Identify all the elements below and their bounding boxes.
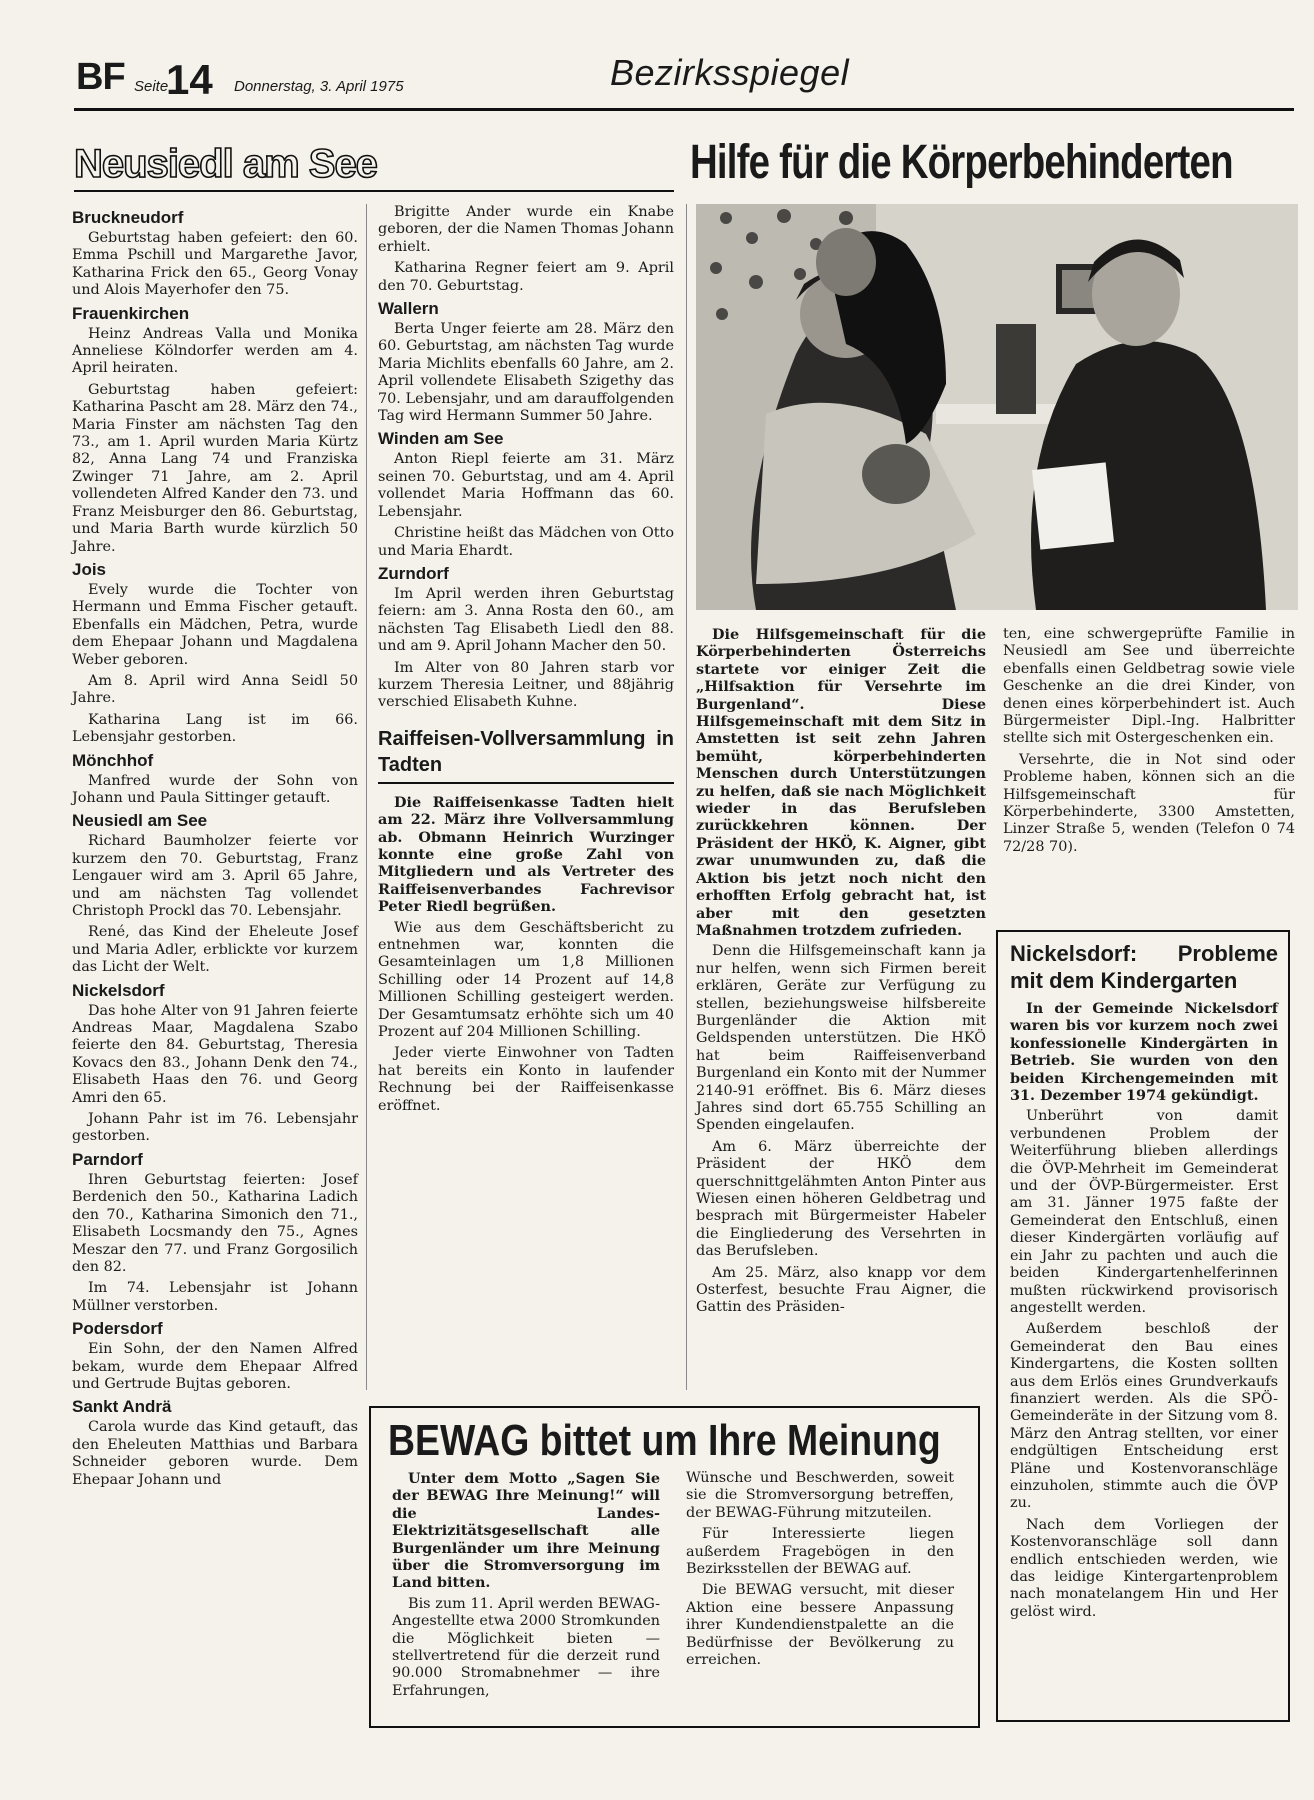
raiffeisen-paragraph-1: Wie aus dem Geschäftsbericht zu entnehmen war, konnten die Gesamteinlagen um 1,8 Millionen Schilling oder 14 Prozent auf 14,8 Millionen Schilling gesteigert werden. Der Gesamtumsatz erhöhte sich um 40 Prozent auf 204 Millionen Schilling. bbox=[378, 919, 674, 1041]
village-heading: Sankt Andrä bbox=[72, 1397, 172, 1417]
column-divider bbox=[686, 204, 687, 1390]
bewag-column-1 bbox=[392, 1470, 660, 1704]
district-title: Neusiedl am See bbox=[74, 142, 377, 186]
village-heading: Neusiedl am See bbox=[72, 811, 208, 831]
village-heading: Bruckneudorf bbox=[72, 208, 184, 227]
raiffeisen-paragraph-2: Jeder vierte Einwohner von Tadten hat bereits ein Konto in laufender Rechnung bei der Raiffeisenkasse eröffnet. bbox=[378, 1045, 674, 1114]
news-paragraph: Katharina Lang ist im 66. Lebensjahr gestorben. bbox=[72, 711, 358, 746]
news-paragraph: Im Alter von 80 Jahren starb vor kurzem Theresia Leitner, und 88jährig verschied Elisabeth Kuhne. bbox=[378, 659, 674, 711]
newspaper-logo: BF bbox=[76, 56, 125, 98]
news-column-2-items bbox=[378, 204, 674, 712]
news-paragraph: Im 74. Lebensjahr ist Johann Müllner verstorben. bbox=[72, 1280, 358, 1314]
bewag-paragraph-3: Für Interessierte liegen außerdem Fragebögen in den Bezirksstellen der BEWAG auf. bbox=[686, 1526, 954, 1578]
hilfe-paragraph-5: Versehrte, die in Not sind oder Probleme haben, können sich an die Hilfsgemeinschaft für Körperbehinderte, 3300 Amstetten, Linzer Straße 5, wenden (Telefon 0 74 72/28 70). bbox=[1003, 751, 1295, 855]
news-paragraph: Am 8. April wird Anna Seidl 50 Jahre. bbox=[72, 672, 358, 707]
raiffeisen-lead: Die Raiffeisenkasse Tadten hielt am 22. März ihre Vollversammlung ab. Obmann Heinrich Wurzinger konnte eine große Zahl von Mitgliedern und als Vertreter des Raiffeisenverbandes Fachrevisor Peter Riedl begrüßen. bbox=[378, 793, 674, 916]
nickelsdorf-paragraph-2: Außerdem beschloß der Gemeinderat den Bau eines Kindergartens, die Kosten sollten aus dem Erlös eines Grundverkaufs finanziert werden. Als die SPÖ-Gemeinderäte in der Sitzung vom 8. März den Antrag stellten, vor einer endgültigen Entscheidung erst Pläne und Kostenvoranschläge einzuholen, stimmte auch die ÖVP zu. bbox=[1010, 1321, 1278, 1512]
village-heading: Winden am See bbox=[378, 429, 504, 449]
news-paragraph: René, das Kind der Eheleute Josef und Maria Adler, erblickte vor kurzem das Licht der Welt. bbox=[72, 924, 358, 976]
hilfe-headline: Hilfe für die Körperbehinderten bbox=[690, 136, 1233, 189]
raiffeisen-headline: Raiffeisen-Vollversammlung in Tadten bbox=[378, 727, 674, 776]
news-paragraph: Im April werden ihren Geburtstag feiern: am 3. Anna Rosta den 60., am nächsten Tag Elisabeth Liedl den 88. und am 9. April Johann Macher den 50. bbox=[378, 585, 674, 655]
news-paragraph: Geburtstag haben gefeiert: Katharina Pascht am 28. März den 74., Maria Finster am nächsten Tag den 73., am 1. April wurden Maria Kürtz 82, Anna Lang 74 und Franziska Zwinger 71 Jahre, am 2. April vollendeten Alfred Kander den 73. und Franz Meisburger den 86. Geburtstag, und Maria Barth wurde kürzlich 50 Jahre. bbox=[72, 381, 358, 555]
nickelsdorf-paragraph-1: Unberührt von damit verbundenen Problem der Weiterführung blieben allerdings die ÖVP-Mehrheit im Gemeinderat und der ÖVP-Bürgermeister. Erst am 31. Jänner 1975 faßte der Gemeinderat den Entschluß, einen dieser Kindergärten vorläufig auf ein Jahr zu pachten und auch die beiden Kindergartenhelferinnen mußten rückwirkend provisorisch angestellt werden. bbox=[1010, 1108, 1278, 1316]
village-heading: Zurndorf bbox=[378, 563, 449, 583]
news-paragraph: Ihren Geburtstag feierten: Josef Berdenich den 50., Katharina Ladich den 70., Katharina Simonich den 71., Elisabeth Locsmandy den 75., Agnes Meszar den 77. und Franz Gorgosilich den 82. bbox=[72, 1171, 358, 1275]
masthead bbox=[74, 52, 1314, 108]
news-paragraph: Heinz Andreas Valla und Monika Anneliese Kölndorfer werden am 4. April heiraten. bbox=[72, 325, 358, 377]
nickelsdorf-paragraph-3: Nach dem Vorliegen der Kostenvoranschläge soll dann endlich entschieden werden, wie das leidige Kintergartenproblem nach monatelangem Hin und Her gelöst wird. bbox=[1010, 1516, 1278, 1620]
bewag-paragraph-2: Wünsche und Beschwerden, soweit sie die Stromversorgung betreffen, der BEWAG-Führung mitzuteilen. bbox=[686, 1470, 954, 1521]
village-heading: Mönchhof bbox=[72, 750, 154, 770]
news-paragraph: Geburtstag haben gefeiert: den 60. Emma Pschill und Margarethe Javor, Katharina Frick den 65., Georg Vonay und Alois Mayerhofer den 75. bbox=[72, 230, 358, 299]
village-heading: Wallern bbox=[378, 299, 439, 319]
section-title: Bezirksspiegel bbox=[610, 52, 850, 93]
news-column-1 bbox=[72, 204, 358, 1493]
news-paragraph: Carola wurde das Kind getauft, das den Eheleuten Matthias und Barbara Schneider geboren wurde. Dem Ehepaar Johann und bbox=[72, 1419, 358, 1488]
news-paragraph: Manfred wurde der Sohn von Johann und Paula Sittinger getauft. bbox=[72, 772, 358, 806]
news-paragraph: Berta Unger feierte am 28. März den 60. Geburtstag, am nächsten Tag wurde Maria Michlits ebenfalls 60 Jahre, am 2. April vollendete Elisabeth Szigethy das 70. Lebensjahr, und am darauffolgenden Tag wird Hermann Summer 50 Jahre. bbox=[378, 321, 674, 425]
bewag-lead: Unter dem Motto „Sagen Sie der BEWAG Ihre Meinung!“ will die Landes-Elektrizitätsgesellschaft alle Burgenländer um ihre Meinung über die Stromversorgung im Land bitten. bbox=[392, 1470, 660, 1592]
news-paragraph: Christine heißt das Mädchen von Otto und Maria Ehardt. bbox=[378, 525, 674, 559]
news-paragraph: Brigitte Ander wurde ein Knabe geboren, der die Namen Thomas Johann erhielt. bbox=[378, 204, 674, 255]
page-number: 14 bbox=[166, 56, 213, 103]
district-title-rule bbox=[74, 190, 674, 192]
hilfe-column-2 bbox=[1003, 626, 1295, 860]
village-heading: Podersdorf bbox=[72, 1319, 163, 1339]
hilfe-paragraph-1: Denn die Hilfsgemeinschaft kann ja nur helfen, wenn sich Firmen bereit erklären, Geräte zur Verfügung zu stellen, beziehungsweise hilfsbereite Burgenländer die Aktion mit Geldspenden unterstützen. Die HKÖ hat beim Raiffeisenverband Burgenland ein Konto mit der Nummer 2140-91 eröffnet. Bis 6. März dieses Jahres sind dort 65.755 Schilling an Spenden eingelaufen. bbox=[696, 943, 986, 1134]
news-paragraph: Ein Sohn, der den Namen Alfred bekam, wurde dem Ehepaar Alfred und Gertrude Bujtas geboren. bbox=[72, 1341, 358, 1392]
village-heading: Nickelsdorf bbox=[72, 980, 165, 1000]
bewag-headline: BEWAG bittet um Ihre Meinung bbox=[388, 1416, 941, 1465]
masthead-rule bbox=[74, 108, 1294, 111]
issue-date: Donnerstag, 3. April 1975 bbox=[234, 78, 404, 95]
news-paragraph: Evely wurde die Tochter von Hermann und Emma Fischer getauft. Ebenfalls ein Mädchen, Petra, wurde dem Ehepaar Johann und Magdalena Weber geboren. bbox=[72, 581, 358, 668]
hilfe-paragraph-4: ten, eine schwergeprüfte Familie in Neusiedl am See und überreichte ebenfalls einen Geldbetrag sowie viele Geschenke an die drei Kinder, von denen eines körperbehindert ist. Auch Bürgermeister Dipl.-Ing. Halbritter stellte sich mit Ostergeschenken ein. bbox=[1003, 626, 1295, 747]
hilfe-lead: Die Hilfsgemeinschaft für die Körperbehinderten Österreichs startete vor einiger Zeit die „Hilfsaktion für Versehrte im Burgenland“. Diese Hilfsgemeinschaft mit dem Sitz in Amstetten ist seit zehn Jahren bemüht, körperbehinderten Menschen durch Unterstützungen zu helfen, daß sie nach Möglichkeit wieder in das Berufsleben zurückkehren können. Der Präsident der HKÖ, K. Aigner, gibt zwar unumwunden zu, daß die Aktion bis jetzt noch nicht den erhofften Erfolg gebracht hat, ist aber mit den gesetzten Maßnahmen trotzdem zufrieden. bbox=[696, 626, 986, 939]
column-divider bbox=[366, 204, 367, 1390]
nickelsdorf-article bbox=[1010, 940, 1278, 1625]
village-heading: Jois bbox=[72, 559, 107, 579]
village-heading: Frauenkirchen bbox=[72, 303, 190, 323]
nickelsdorf-lead: In der Gemeinde Nickelsdorf waren bis vor kurzem noch zwei konfessionelle Kindergärten in Betrieb. Sie wurden von den beiden Kirchengemeinden mit 31. Dezember 1974 gekündigt. bbox=[1010, 1000, 1278, 1105]
news-paragraph: Das hohe Alter von 91 Jahren feierte Andreas Maar, Magdalena Szabo feierte den 84. Geburtstag, Theresia Kovacs den 83., Johann Denk den 74., Elisabeth Haas den 76. und Georg Amri den 65. bbox=[72, 1002, 358, 1106]
news-paragraph: Katharina Regner feiert am 9. April den 70. Geburtstag. bbox=[378, 260, 674, 294]
nickelsdorf-headline: Nickelsdorf: Probleme mit dem Kindergarten bbox=[1010, 941, 1278, 993]
news-paragraph: Anton Riepl feierte am 31. März seinen 70. Geburtstag, und am 4. April vollendet Maria Hoffmann das 60. Lebensjahr. bbox=[378, 451, 674, 520]
page-label: Seite bbox=[134, 78, 169, 95]
hilfe-column-1 bbox=[696, 626, 986, 1321]
bewag-paragraph-1: Bis zum 11. April werden BEWAG-Angestellte etwa 2000 Stromkunden die Möglichkeit bieten — stellvertretend für die derzeit rund 90.000 Stromabnehmer — ihre Erfahrungen, bbox=[392, 1595, 660, 1699]
village-heading: Parndorf bbox=[72, 1149, 143, 1169]
bewag-paragraph-4: Die BEWAG versucht, mit dieser Aktion eine bessere Anpassung ihrer Kundendienstpalette an die Bedürfnisse der Bevölkerung zu erreichen. bbox=[686, 1582, 954, 1669]
news-paragraph: Johann Pahr ist im 76. Lebensjahr gestorben. bbox=[72, 1111, 358, 1145]
hilfe-paragraph-3: Am 25. März, also knapp vor dem Osterfest, besuchte Frau Aigner, die Gattin des Präsiden- bbox=[696, 1264, 986, 1316]
hilfe-paragraph-2: Am 6. März überreichte der Präsident der HKÖ dem querschnittgelähmten Anton Pinter aus Wiesen einen höheren Geldbetrag und besprach mit Bürgermeister Habeler die Eingliederung des Versehrten in das Berufsleben. bbox=[696, 1138, 986, 1260]
news-paragraph: Richard Baumholzer feierte vor kurzem den 70. Geburtstag, Franz Lengauer wird am 3. April 65 Jahre, und am nächsten Tag vollendet Christoph Prockl das 70. Lebensjahr. bbox=[72, 833, 358, 919]
raiffeisen-rule bbox=[378, 782, 674, 784]
news-photo bbox=[696, 204, 1298, 610]
bewag-column-2 bbox=[686, 1470, 954, 1673]
news-column-2 bbox=[378, 204, 674, 1119]
